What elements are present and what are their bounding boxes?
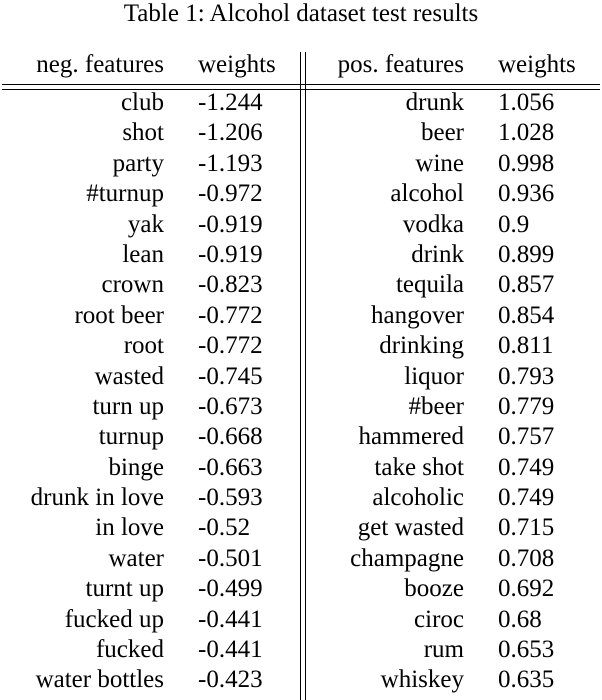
neg-weight-cell: -0.423 <box>198 666 263 694</box>
neg-feature-cell: wasted <box>94 362 164 390</box>
table-row <box>0 270 602 300</box>
table-row <box>0 665 602 695</box>
table-row <box>0 422 602 452</box>
pos-feature-cell: drink <box>411 240 464 268</box>
table-row <box>0 635 602 665</box>
neg-feature-cell: #turnup <box>86 180 164 208</box>
table-header-row <box>0 48 602 82</box>
neg-feature-cell: club <box>120 89 164 116</box>
neg-feature-cell: shot <box>122 119 164 147</box>
neg-weight-cell: -0.919 <box>198 210 263 238</box>
neg-weight-cell: -0.772 <box>198 301 263 329</box>
neg-weight-cell: -0.593 <box>198 484 263 512</box>
neg-feature-cell: yak <box>127 210 164 238</box>
neg-feature-cell: root beer <box>74 301 164 329</box>
table-row <box>0 331 602 361</box>
neg-weight-cell: -0.501 <box>198 544 263 572</box>
pos-feature-cell: hammered <box>358 423 464 451</box>
results-table <box>0 48 602 82</box>
pos-feature-cell: tequila <box>395 271 464 299</box>
neg-weight-cell: -1.193 <box>198 149 263 177</box>
pos-weight-cell: 0.757 <box>498 423 555 451</box>
neg-feature-cell: binge <box>108 453 164 481</box>
neg-weight-cell: -1.206 <box>198 119 263 147</box>
neg-feature-cell: in love <box>95 514 164 542</box>
pos-feature-cell: whiskey <box>380 666 464 694</box>
pos-feature-cell: champagne <box>350 544 464 572</box>
header-pos-features: pos. features <box>337 51 464 78</box>
table-row <box>0 301 602 331</box>
pos-weight-cell: 0.854 <box>498 301 555 329</box>
pos-weight-cell: 0.998 <box>498 149 555 177</box>
table-row <box>0 513 602 543</box>
pos-feature-cell: hangover <box>370 301 464 329</box>
neg-weight-cell: -0.745 <box>198 362 263 390</box>
pos-weight-cell: 0.692 <box>498 575 555 603</box>
pos-feature-cell: take shot <box>374 453 464 481</box>
table-row <box>0 210 602 240</box>
pos-weight-cell: 0.936 <box>498 180 555 208</box>
table-caption: Table 1: Alcohol dataset test results <box>123 0 479 27</box>
pos-feature-cell: drinking <box>379 332 464 360</box>
table-row <box>0 179 602 209</box>
neg-feature-cell: party <box>112 149 164 177</box>
neg-feature-cell: root <box>123 332 164 360</box>
neg-feature-cell: lean <box>122 240 164 268</box>
neg-weight-cell: -0.441 <box>198 605 263 633</box>
pos-feature-cell: vodka <box>402 210 464 238</box>
pos-feature-cell: ciroc <box>414 605 464 633</box>
neg-feature-cell: water bottles <box>35 666 164 694</box>
pos-feature-cell: get wasted <box>357 514 464 542</box>
pos-feature-cell: alcoholic <box>372 484 464 512</box>
pos-weight-cell: 0.749 <box>498 453 555 481</box>
pos-weight-cell: 0.68 <box>498 605 542 633</box>
table-row <box>0 453 602 483</box>
table-row <box>0 240 602 270</box>
pos-weight-cell: 0.9 <box>498 210 530 238</box>
pos-weight-cell: 0.793 <box>498 362 555 390</box>
pos-feature-cell: drunk <box>405 89 464 116</box>
neg-weight-cell: -0.499 <box>198 575 263 603</box>
neg-feature-cell: turn up <box>92 392 164 420</box>
pos-feature-cell: beer <box>420 119 464 147</box>
pos-weight-cell: 0.635 <box>498 666 555 694</box>
header-rule-top <box>2 84 600 85</box>
pos-weight-cell: 1.056 <box>498 89 555 116</box>
pos-feature-cell: liquor <box>404 362 464 390</box>
neg-feature-cell: fucked <box>95 636 164 664</box>
pos-weight-cell: 1.028 <box>498 119 555 147</box>
pos-weight-cell: 0.857 <box>498 271 555 299</box>
neg-weight-cell: -0.673 <box>198 392 263 420</box>
pos-feature-cell: alcohol <box>390 180 464 208</box>
neg-feature-cell: crown <box>101 271 164 299</box>
neg-feature-cell: drunk in love <box>30 484 164 512</box>
pos-weight-cell: 0.749 <box>498 484 555 512</box>
neg-weight-cell: -1.244 <box>198 89 263 116</box>
pos-weight-cell: 0.899 <box>498 240 555 268</box>
table-row <box>0 544 602 574</box>
header-neg-features: neg. features <box>36 51 164 78</box>
neg-weight-cell: -0.823 <box>198 271 263 299</box>
pos-weight-cell: 0.811 <box>498 332 554 360</box>
neg-weight-cell: -0.668 <box>198 423 263 451</box>
pos-weight-cell: 0.708 <box>498 544 555 572</box>
pos-feature-cell: rum <box>423 636 464 664</box>
table-row <box>0 362 602 392</box>
table-row <box>0 574 602 604</box>
table-row <box>0 149 602 179</box>
pos-weight-cell: 0.653 <box>498 636 555 664</box>
table-row <box>0 392 602 422</box>
pos-feature-cell: wine <box>415 149 464 177</box>
neg-weight-cell: -0.52 <box>198 514 251 542</box>
neg-feature-cell: water <box>108 544 164 572</box>
table-row <box>0 605 602 635</box>
table-row <box>0 483 602 513</box>
pos-weight-cell: 0.715 <box>498 514 555 542</box>
neg-weight-cell: -0.972 <box>198 180 263 208</box>
neg-feature-cell: turnup <box>98 423 164 451</box>
table-row <box>0 88 602 118</box>
header-pos-weights: weights <box>498 51 576 78</box>
header-neg-weights: weights <box>198 51 276 78</box>
neg-feature-cell: turnt up <box>85 575 164 603</box>
neg-weight-cell: -0.441 <box>198 636 263 664</box>
pos-weight-cell: 0.779 <box>498 392 555 420</box>
neg-weight-cell: -0.919 <box>198 240 263 268</box>
pos-feature-cell: booze <box>404 575 464 603</box>
table-body <box>0 88 602 696</box>
neg-weight-cell: -0.663 <box>198 453 263 481</box>
table-row <box>0 118 602 148</box>
neg-weight-cell: -0.772 <box>198 332 263 360</box>
pos-feature-cell: #beer <box>408 392 464 420</box>
neg-feature-cell: fucked up <box>64 605 164 633</box>
